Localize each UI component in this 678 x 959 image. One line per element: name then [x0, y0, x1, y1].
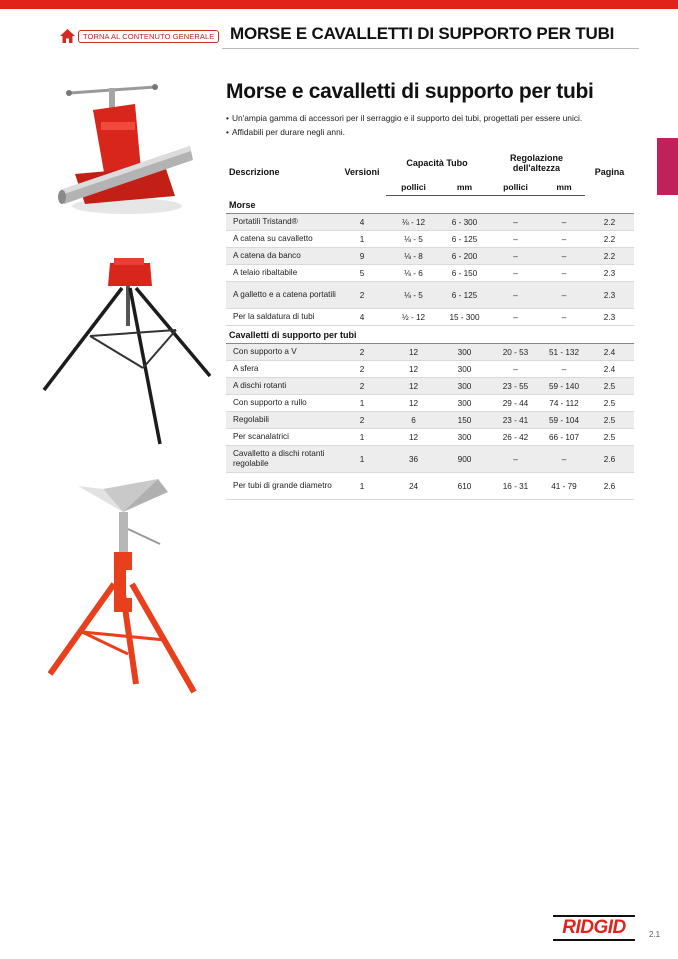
table-cell: 1	[338, 446, 386, 473]
table-cell: 1	[338, 395, 386, 412]
table-group-cavalletti	[226, 326, 634, 500]
section-title: Morse e cavalletti di supporto per tubi	[226, 80, 594, 103]
table-cell: 12	[386, 344, 441, 361]
table-cell: 300	[441, 361, 488, 378]
table-cell: 20 - 53	[488, 344, 543, 361]
table-cell: 26 - 42	[488, 429, 543, 446]
table-cell: 2.3	[585, 282, 634, 309]
table-row	[226, 265, 634, 282]
tristand-photo	[40, 258, 212, 450]
table-cell: ⅛ - 6	[386, 265, 441, 282]
table-cell: 12	[386, 395, 441, 412]
table-cell: 2	[338, 378, 386, 395]
table-cell: 1	[338, 429, 386, 446]
table-cell: A galletto e a catena portatili	[226, 282, 338, 309]
table-cell: 2.5	[585, 395, 634, 412]
table-row	[226, 429, 634, 446]
header-regolazione: Regolazione dell'altezza	[509, 153, 563, 173]
table-cell: 6 - 300	[441, 214, 488, 231]
header-pagina: Pagina	[594, 166, 625, 177]
table-cell: 66 - 107	[543, 429, 585, 446]
table-row	[226, 446, 634, 473]
table-cell: 1	[338, 231, 386, 248]
feature-bullets	[226, 111, 626, 139]
table-row	[226, 361, 634, 378]
table-cell: –	[543, 265, 585, 282]
table-row	[226, 395, 634, 412]
header-divider	[222, 48, 639, 49]
table-cell: 6	[386, 412, 441, 429]
table-cell: 12	[386, 429, 441, 446]
table-cell: ⅛ - 5	[386, 282, 441, 309]
ridgid-logo: RIDGID	[553, 915, 635, 941]
table-cell: –	[488, 282, 543, 309]
table-cell: 51 - 132	[543, 344, 585, 361]
table-cell: 300	[441, 429, 488, 446]
table-cell: 2.6	[585, 473, 634, 500]
top-red-bar	[0, 0, 678, 9]
table-cell: 1	[338, 473, 386, 500]
table-cell: –	[543, 282, 585, 309]
table-cell: 610	[441, 473, 488, 500]
table-cell: A dischi rotanti	[226, 378, 338, 395]
group-title: Morse	[226, 196, 634, 214]
table-cell: 2.3	[585, 309, 634, 326]
chapter-side-tab[interactable]	[657, 138, 678, 195]
table-cell: 36	[386, 446, 441, 473]
table-row	[226, 412, 634, 429]
table-cell: 150	[441, 412, 488, 429]
page-header-title: MORSE E CAVALLETTI DI SUPPORTO PER TUBI	[230, 24, 615, 43]
table-cell: 6 - 125	[441, 282, 488, 309]
table-cell: 15 - 300	[441, 309, 488, 326]
table-cell: 2.6	[585, 446, 634, 473]
table-cell: 2.3	[585, 265, 634, 282]
table-cell: –	[488, 265, 543, 282]
table-cell: 29 - 44	[488, 395, 543, 412]
table-cell: A catena da banco	[226, 248, 338, 265]
header-pollici: pollici	[386, 178, 441, 196]
group-title: Cavalletti di supporto per tubi	[226, 326, 634, 344]
table-cell: A sfera	[226, 361, 338, 378]
header-descrizione: Descrizione	[229, 166, 280, 177]
table-row	[226, 378, 634, 395]
spec-table	[226, 148, 634, 500]
table-cell: ⅛ - 5	[386, 231, 441, 248]
table-cell: 4	[338, 309, 386, 326]
header-mm: mm	[441, 178, 488, 196]
table-cell: –	[543, 309, 585, 326]
table-cell: 6 - 200	[441, 248, 488, 265]
table-cell: 2.4	[585, 344, 634, 361]
table-cell: 9	[338, 248, 386, 265]
table-cell: ⅛ - 12	[386, 214, 441, 231]
table-row	[226, 231, 634, 248]
table-row	[226, 214, 634, 231]
table-row	[226, 248, 634, 265]
table-cell: –	[543, 446, 585, 473]
back-link-label: TORNA AL CONTENUTO GENERALE	[78, 30, 219, 43]
table-cell: Per tubi di grande diametro	[226, 473, 338, 500]
table-cell: 6 - 150	[441, 265, 488, 282]
table-cell: A telaio ribaltabile	[226, 265, 338, 282]
table-row	[226, 282, 634, 309]
table-cell: –	[543, 361, 585, 378]
back-to-contents-link[interactable]	[60, 29, 219, 43]
table-cell: 59 - 104	[543, 412, 585, 429]
table-cell: Con supporto a V	[226, 344, 338, 361]
table-cell: –	[543, 231, 585, 248]
table-cell: ⅛ - 8	[386, 248, 441, 265]
table-cell: 2.5	[585, 429, 634, 446]
pipe-stand-photo	[48, 474, 198, 696]
table-cell: 300	[441, 344, 488, 361]
table-cell: 16 - 31	[488, 473, 543, 500]
header-mm: mm	[543, 178, 585, 196]
table-row	[226, 309, 634, 326]
table-cell: 12	[386, 361, 441, 378]
header-pollici: pollici	[488, 178, 543, 196]
table-cell: Regolabili	[226, 412, 338, 429]
table-cell: 6 - 125	[441, 231, 488, 248]
table-cell: 2.2	[585, 248, 634, 265]
table-cell: –	[488, 361, 543, 378]
table-cell: ½ - 12	[386, 309, 441, 326]
home-icon	[60, 29, 75, 43]
table-cell: 59 - 140	[543, 378, 585, 395]
header-versioni: Versioni	[344, 166, 380, 177]
table-cell: Cavalletto a dischi rotanti regolabile	[226, 446, 338, 473]
table-cell: 12	[386, 378, 441, 395]
bench-vise-photo	[55, 78, 195, 218]
table-row	[226, 344, 634, 361]
table-cell: –	[488, 214, 543, 231]
table-group-morse	[226, 196, 634, 326]
table-cell: A catena su cavalletto	[226, 231, 338, 248]
table-cell: 2.2	[585, 231, 634, 248]
table-cell: 41 - 79	[543, 473, 585, 500]
page-number: 2.1	[649, 930, 661, 939]
table-cell: 74 - 112	[543, 395, 585, 412]
table-cell: 5	[338, 265, 386, 282]
table-cell: 2	[338, 282, 386, 309]
table-row	[226, 473, 634, 500]
table-cell: 2.5	[585, 378, 634, 395]
table-cell: 24	[386, 473, 441, 500]
table-cell: 300	[441, 395, 488, 412]
table-cell: 2.4	[585, 361, 634, 378]
table-cell: –	[543, 214, 585, 231]
header-capacita: Capacità Tubo	[406, 158, 468, 168]
table-cell: 2	[338, 361, 386, 378]
table-cell: Per la saldatura di tubi	[226, 309, 338, 326]
table-cell: –	[488, 248, 543, 265]
table-cell: 2.2	[585, 214, 634, 231]
table-cell: 300	[441, 378, 488, 395]
table-cell: Con supporto a rullo	[226, 395, 338, 412]
feature-bullet: • Un'ampia gamma di accessori per il serraggio e il supporto dei tubi, progettati per essere unici.	[226, 111, 626, 125]
table-cell: 23 - 55	[488, 378, 543, 395]
table-cell: 2.5	[585, 412, 634, 429]
feature-bullet: • Affidabili per durare negli anni.	[226, 125, 626, 139]
table-cell: 4	[338, 214, 386, 231]
table-cell: –	[488, 309, 543, 326]
table-cell: –	[543, 248, 585, 265]
table-cell: –	[488, 231, 543, 248]
table-cell: 2	[338, 412, 386, 429]
table-cell: –	[488, 446, 543, 473]
table-cell: Per scanalatrici	[226, 429, 338, 446]
table-cell: 900	[441, 446, 488, 473]
table-cell: 23 - 41	[488, 412, 543, 429]
table-cell: 2	[338, 344, 386, 361]
table-cell: Portatili Tristand®	[226, 214, 338, 231]
